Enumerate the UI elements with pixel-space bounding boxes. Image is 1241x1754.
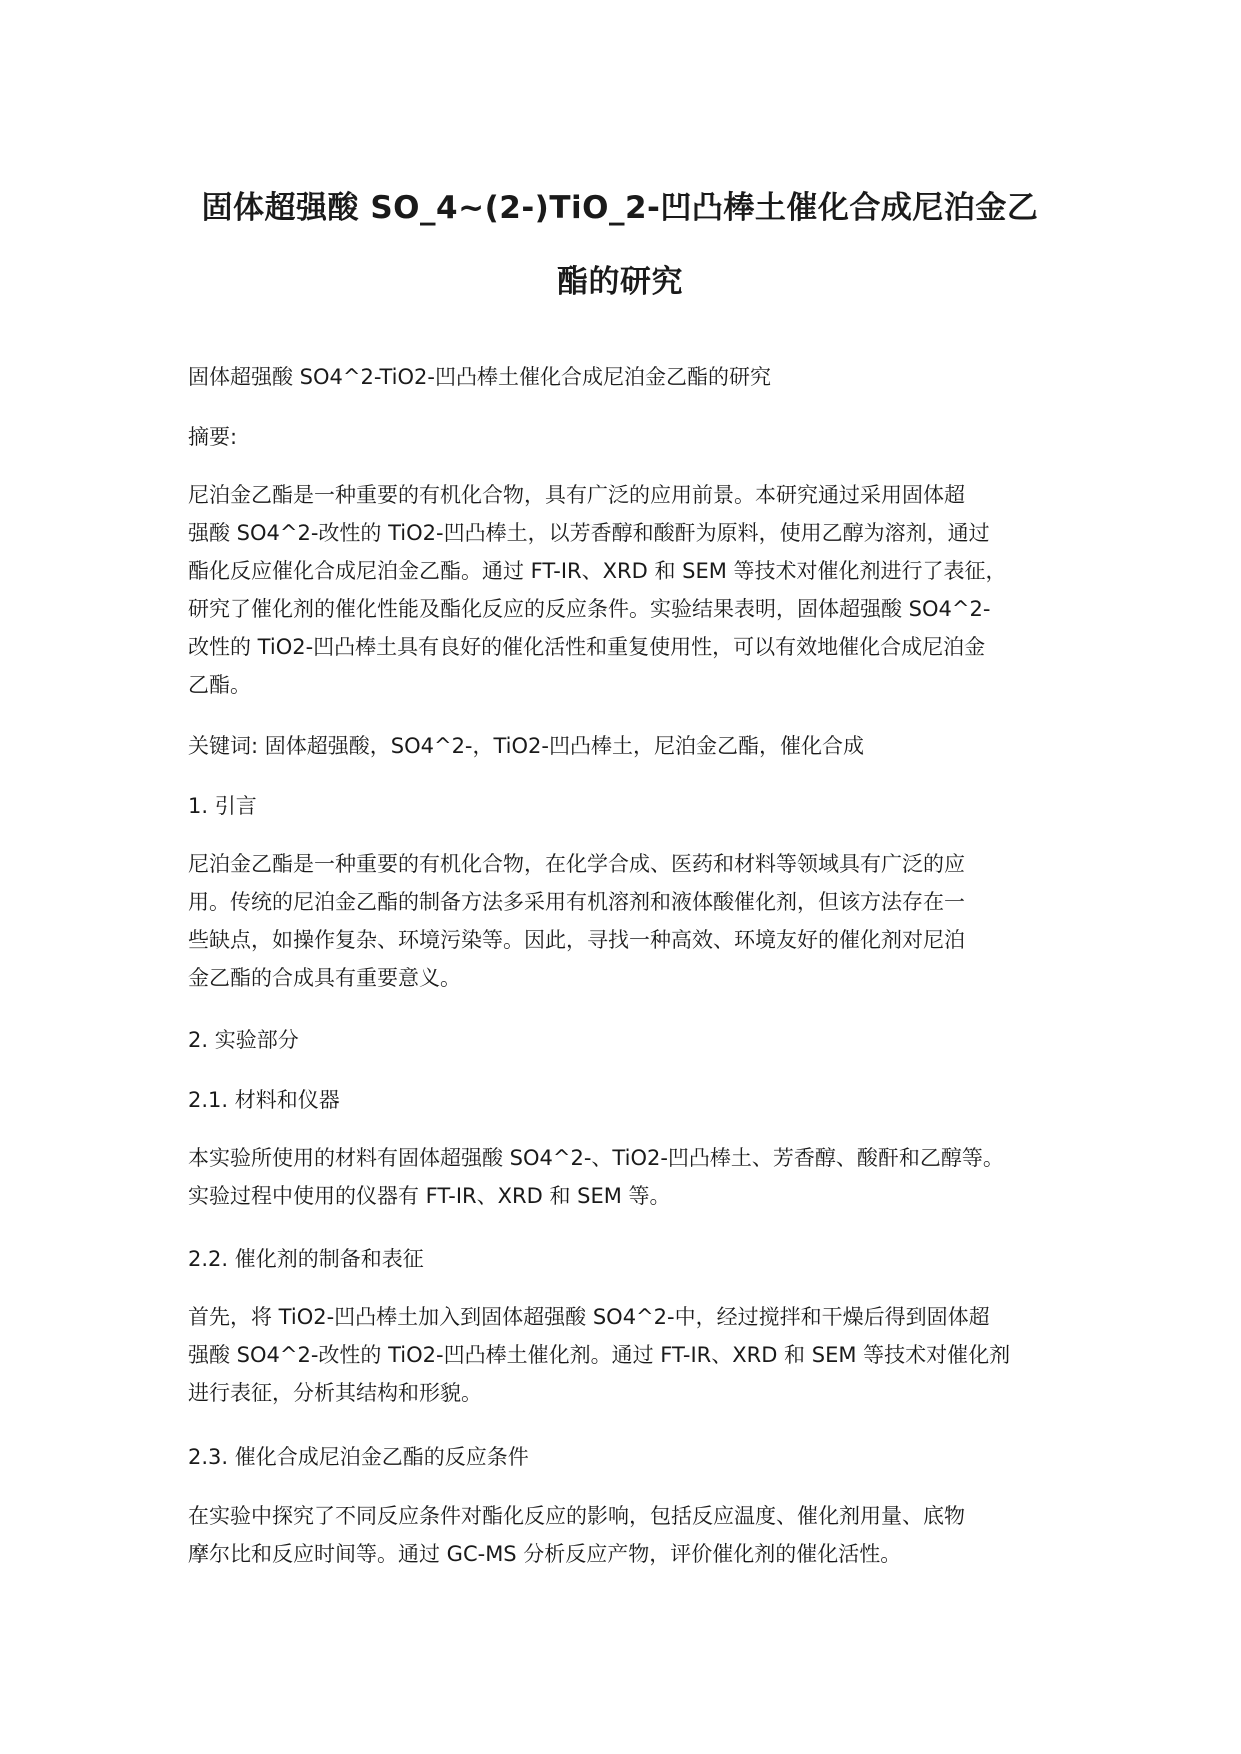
section-1-line: 金乙酯的合成具有重要意义。	[188, 966, 461, 990]
section-2-2-heading: 2.2. 催化剂的制备和表征	[188, 1247, 424, 1271]
section-2-3-paragraph	[188, 1497, 1068, 1573]
section-2-2-paragraph	[188, 1298, 1068, 1412]
abstract-line: 改性的 TiO2-凹凸棒土具有良好的催化活性和重复使用性，可以有效地催化合成尼泊金	[188, 635, 986, 659]
section-1-line: 些缺点，如操作复杂、环境污染等。因此，寻找一种高效、环境友好的催化剂对尼泊	[188, 928, 965, 952]
section-1-line: 尼泊金乙酯是一种重要的有机化合物，在化学合成、医药和材料等领域具有广泛的应	[188, 852, 965, 876]
section-1-paragraph	[188, 845, 1068, 997]
section-2-1-paragraph	[188, 1139, 1068, 1215]
section-2-1-heading: 2.1. 材料和仪器	[188, 1088, 340, 1112]
section-2-2-line: 强酸 SO4^2-改性的 TiO2-凹凸棒土催化剂。通过 FT-IR、XRD 和 SEM 等技术对催化剂	[188, 1343, 1011, 1367]
abstract-line: 研究了催化剂的催化性能及酯化反应的反应条件。实验结果表明，固体超强酸 SO4^2-	[188, 597, 991, 621]
abstract-heading: 摘要:	[188, 425, 238, 449]
section-1-heading: 1. 引言	[188, 794, 257, 818]
abstract-line: 酯化反应催化合成尼泊金乙酯。通过 FT-IR、XRD 和 SEM 等技术对催化剂进行了表征，	[188, 559, 1007, 583]
section-2-1-line: 实验过程中使用的仪器有 FT-IR、XRD 和 SEM 等。	[188, 1184, 671, 1208]
document-title-line-1: 固体超强酸 SO_4~(2-)TiO_2-凹凸棒土催化合成尼泊金乙	[201, 190, 1039, 226]
section-2-3-line: 摩尔比和反应时间等。通过 GC-MS 分析反应产物，评价催化剂的催化活性。	[188, 1542, 902, 1566]
document-title-line-2: 酯的研究	[557, 264, 683, 300]
abstract-line: 强酸 SO4^2-改性的 TiO2-凹凸棒土，以芳香醇和酸酐为原料，使用乙醇为溶剂，通过	[188, 521, 990, 545]
keywords-line: 关键词: 固体超强酸，SO4^2-，TiO2-凹凸棒土，尼泊金乙酯，催化合成	[188, 734, 864, 758]
section-2-3-line: 在实验中探究了不同反应条件对酯化反应的影响，包括反应温度、催化剂用量、底物	[188, 1504, 965, 1528]
abstract-line: 乙酯。	[188, 673, 251, 697]
abstract-paragraph	[188, 476, 1068, 704]
section-2-2-line: 首先，将 TiO2-凹凸棒土加入到固体超强酸 SO4^2-中，经过搅拌和干燥后得到固体超	[188, 1305, 990, 1329]
section-2-3-heading: 2.3. 催化合成尼泊金乙酯的反应条件	[188, 1445, 529, 1469]
section-1-line: 用。传统的尼泊金乙酯的制备方法多采用有机溶剂和液体酸催化剂，但该方法存在一	[188, 890, 965, 914]
section-2-1-line: 本实验所使用的材料有固体超强酸 SO4^2-、TiO2-凹凸棒土、芳香醇、酸酐和乙醇等。	[188, 1146, 1004, 1170]
section-2-heading: 2. 实验部分	[188, 1028, 299, 1052]
section-2-2-line: 进行表征，分析其结构和形貌。	[188, 1381, 482, 1405]
abstract-line: 尼泊金乙酯是一种重要的有机化合物，具有广泛的应用前景。本研究通过采用固体超	[188, 483, 965, 507]
document-subtitle: 固体超强酸 SO4^2-TiO2-凹凸棒土催化合成尼泊金乙酯的研究	[188, 365, 771, 389]
